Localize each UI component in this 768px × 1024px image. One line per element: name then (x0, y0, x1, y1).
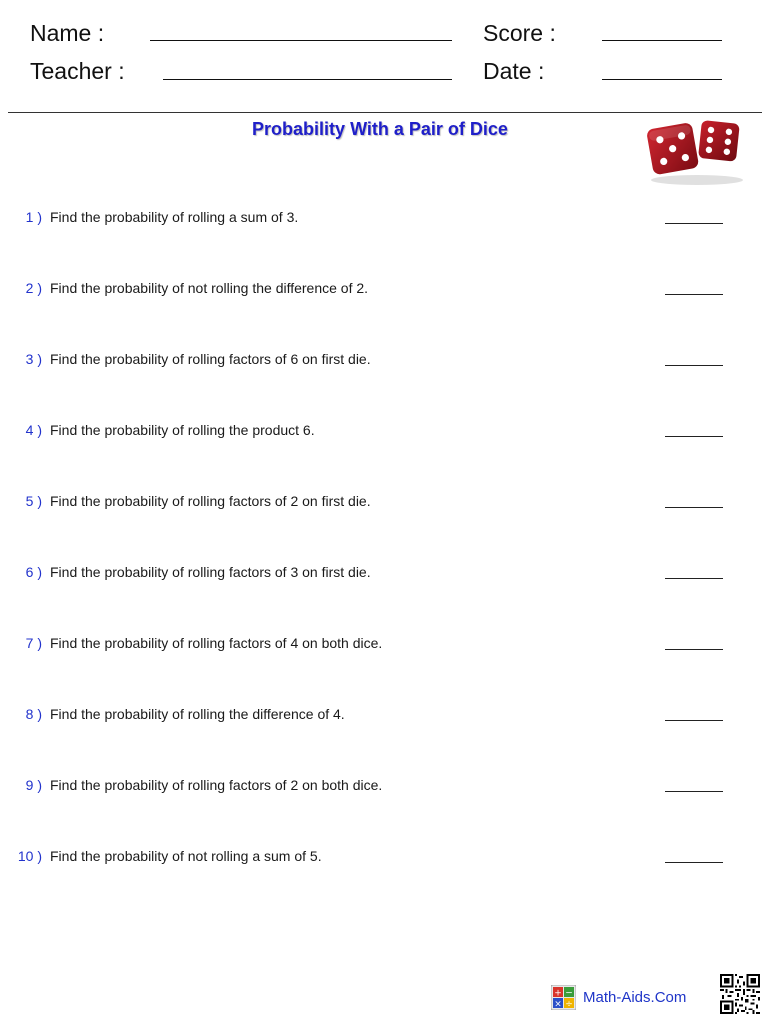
problem-text: Find the probability of rolling factors of 4 on both dice. (50, 635, 383, 651)
problem-text: Find the probability of rolling the product 6. (50, 422, 315, 438)
problem-item (0, 564, 768, 586)
problem-item (0, 635, 768, 657)
problem-item (0, 422, 768, 444)
problem-number: 4 ) (25, 422, 42, 438)
problem-item (0, 209, 768, 231)
problem-number: 8 ) (25, 706, 42, 722)
problem-number: 7 ) (25, 635, 42, 651)
math-aids-calculator-icon (551, 985, 576, 1010)
problem-text: Find the probability of rolling factors of 2 on first die. (50, 493, 371, 509)
svg-text:÷: ÷ (565, 999, 573, 1010)
svg-text:+: + (554, 988, 562, 999)
problem-number: 1 ) (25, 209, 42, 225)
problem-number: 10 ) (17, 848, 42, 864)
problem-item (0, 777, 768, 799)
answer-blank[interactable] (665, 294, 723, 295)
site-link[interactable]: Math-Aids.Com (583, 989, 687, 1006)
problem-item (0, 493, 768, 515)
problem-text: Find the probability of rolling a sum of 3. (50, 209, 299, 225)
problem-number: 5 ) (25, 493, 42, 509)
problem-text: Find the probability of rolling factors of 2 on both dice. (50, 777, 383, 793)
svg-text:−: − (565, 988, 573, 999)
worksheet-title: Probability With a Pair of Dice (252, 119, 508, 139)
problem-item (0, 706, 768, 728)
answer-blank[interactable] (665, 720, 723, 721)
problem-number: 6 ) (25, 564, 42, 580)
problem-item (0, 280, 768, 302)
problem-text: Find the probability of not rolling the difference of 2. (50, 280, 369, 296)
answer-blank[interactable] (665, 862, 723, 863)
answer-blank[interactable] (665, 365, 723, 366)
problem-item (0, 351, 768, 373)
name-label: Name : (30, 20, 105, 46)
answer-blank[interactable] (665, 507, 723, 508)
problem-text: Find the probability of not rolling a sum of 5. (50, 848, 322, 864)
problem-text: Find the probability of rolling the difference of 4. (50, 706, 345, 722)
problem-number: 3 ) (25, 351, 42, 367)
problem-number: 9 ) (25, 777, 42, 793)
answer-blank[interactable] (665, 436, 723, 437)
problem-number: 2 ) (25, 280, 42, 296)
answer-blank[interactable] (665, 223, 723, 224)
problem-text: Find the probability of rolling factors of 3 on first die. (50, 564, 371, 580)
problem-text: Find the probability of rolling factors of 6 on first die. (50, 351, 371, 367)
date-label: Date : (483, 58, 545, 84)
svg-text:×: × (554, 999, 562, 1010)
answer-blank[interactable] (665, 578, 723, 579)
qr-code-icon (720, 974, 760, 1014)
answer-blank[interactable] (665, 649, 723, 650)
problem-item (0, 848, 768, 870)
teacher-label: Teacher : (30, 58, 125, 84)
score-label: Score : (483, 20, 556, 46)
answer-blank[interactable] (665, 791, 723, 792)
